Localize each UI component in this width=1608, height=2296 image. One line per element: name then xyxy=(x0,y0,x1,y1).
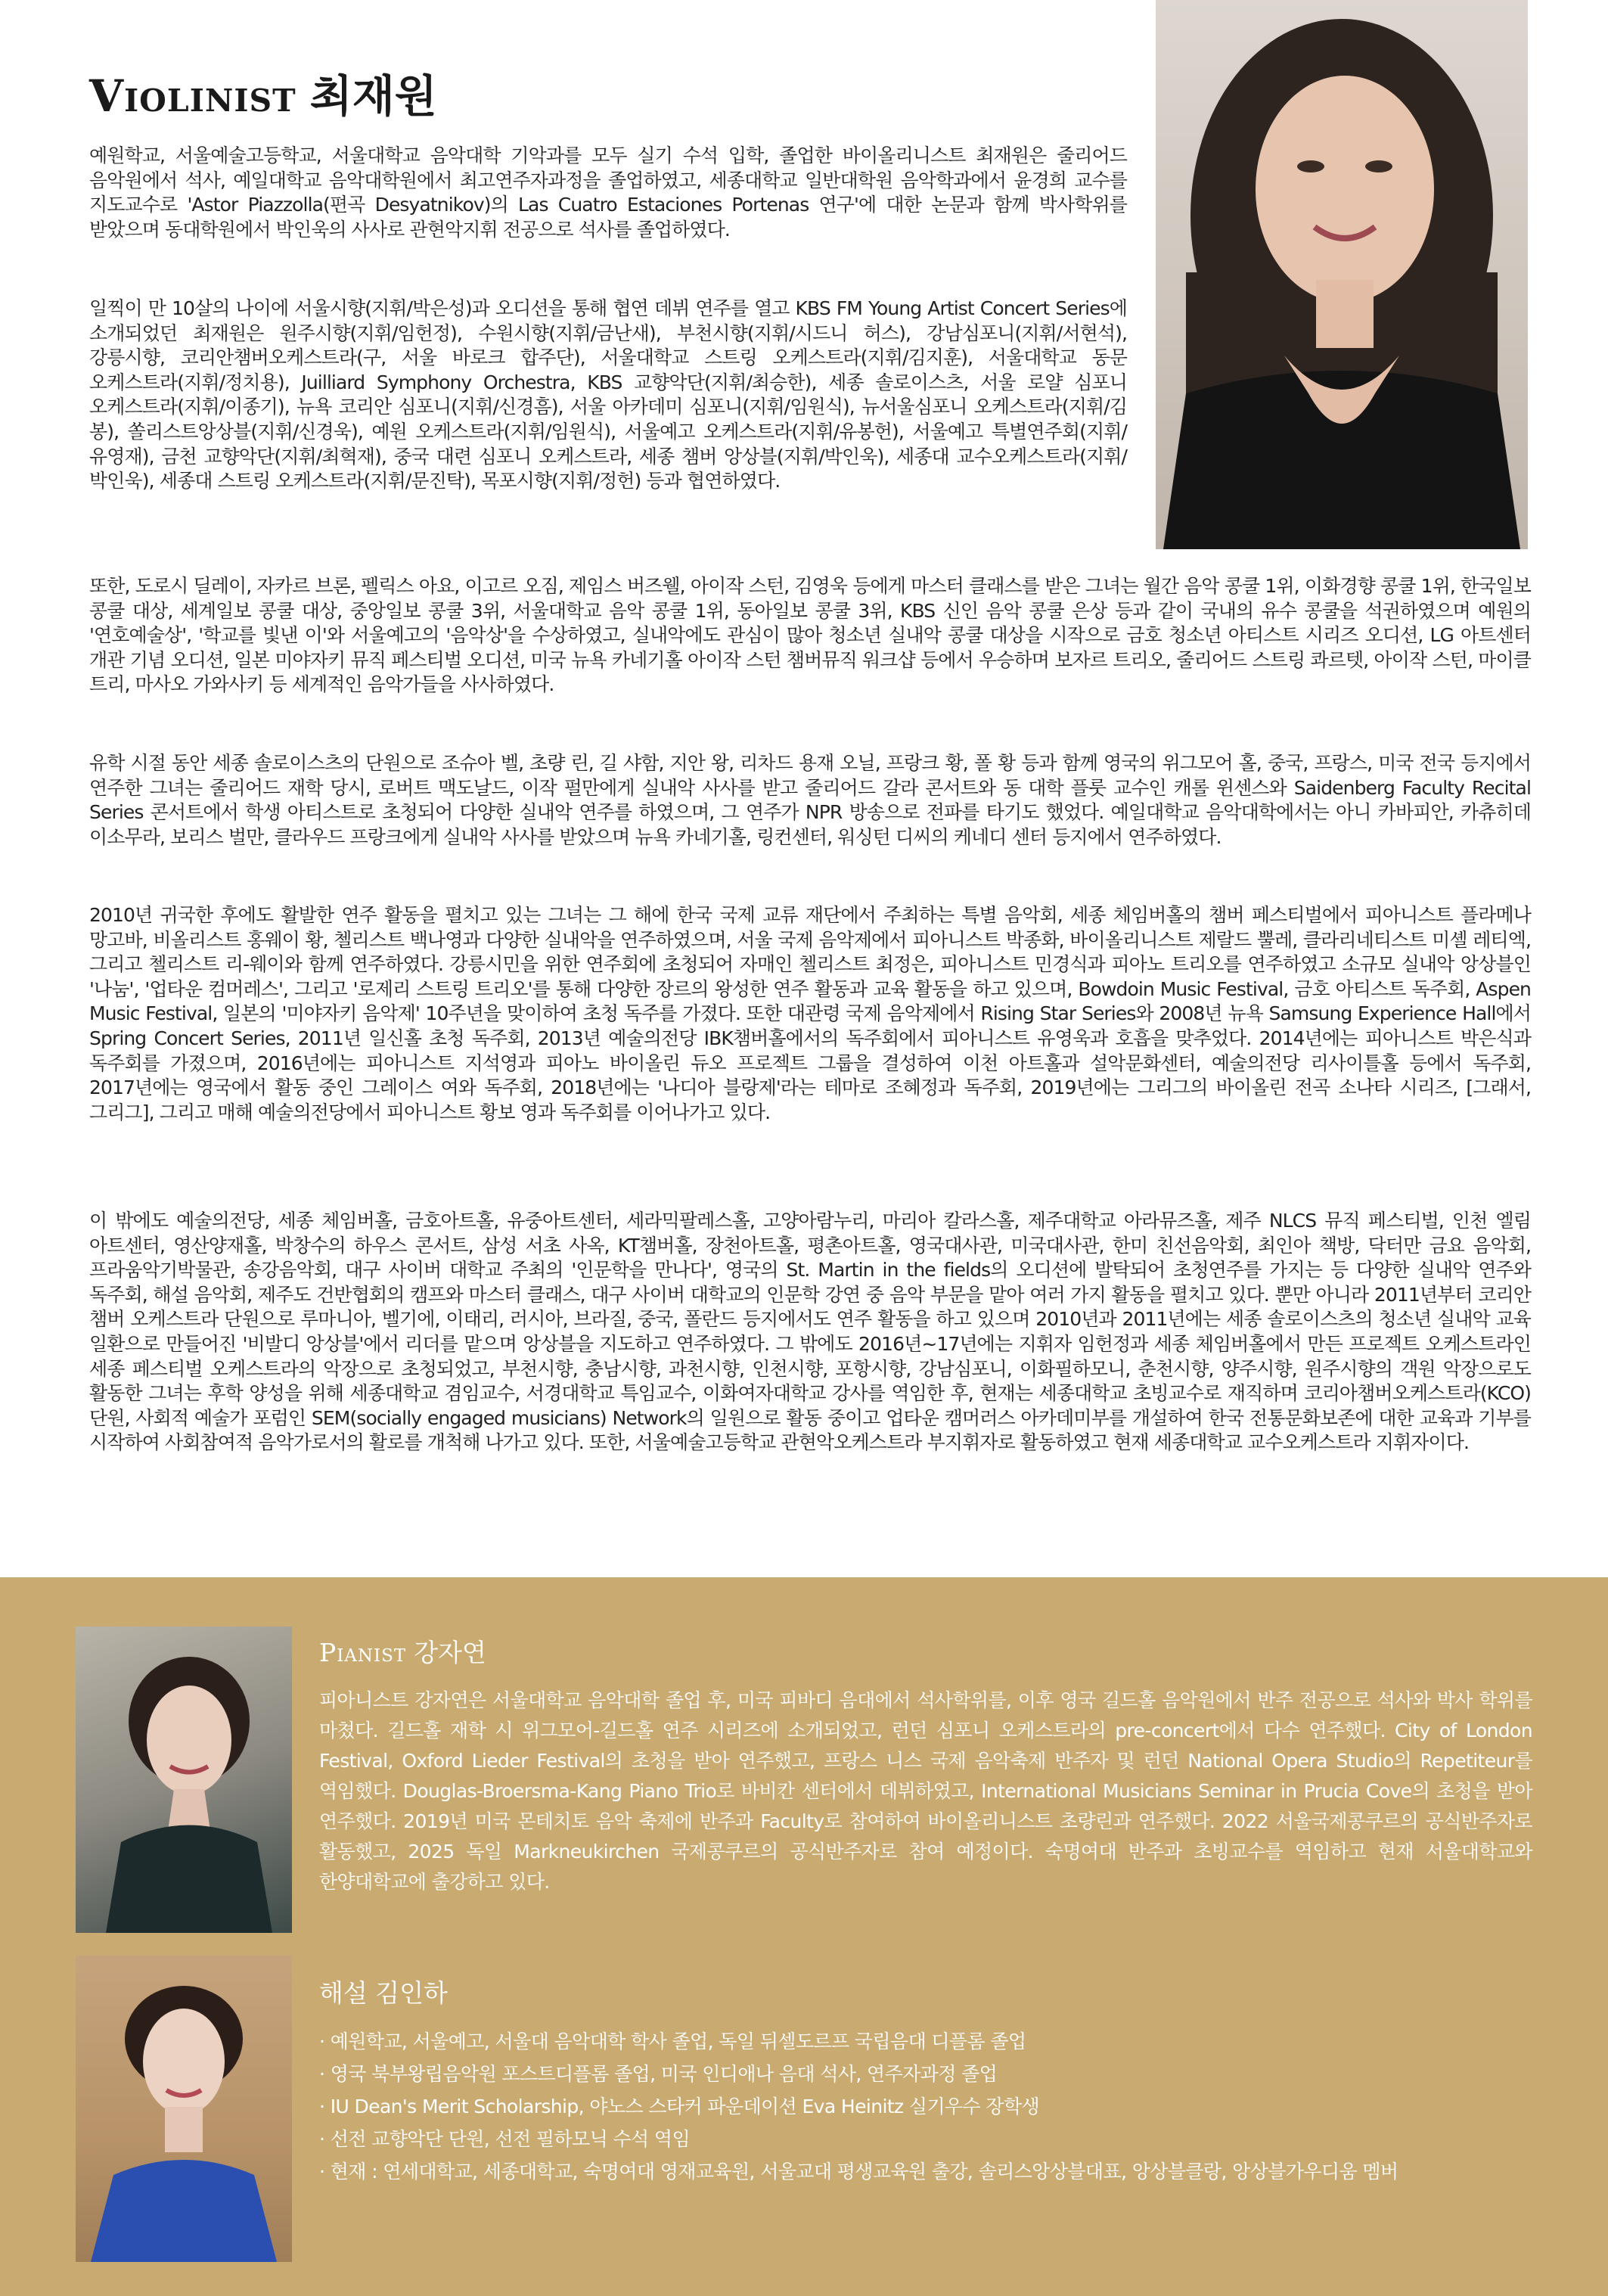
violinist-photo xyxy=(1156,0,1528,549)
commentator-bio-item: · 예원학교, 서울예고, 서울대 음악대학 학사 졸업, 독일 뒤셀도르프 국립음대 디플롬 졸업 xyxy=(319,2030,1026,2052)
violinist-paragraph-3: 또한, 도로시 딜레이, 자카르 브론, 펠릭스 아요, 이고르 오짐, 제임스 버즈웰, 아이작 스턴, 김영욱 등에게 마스터 클래스를 받은 그녀는 월간 음악 콩쿨 1위, 이화경향 콩쿨 1위, 한국일보 콩쿨 대상, 세계일보 콩쿨 대상, 중앙일보 콩쿨 3위, 서울대학교 음악 콩쿨 1위, 동아일보 콩쿨 3위, KBS 신인 음악 콩쿨 은상 등과 같이 국내의 유수 콩쿨을 석권하였으며 예원의 '연호예술상', '학교를 빛낸 이'와 서울예고의 '음악상'을 수상하였고, 실내악에도 관심이 많아 청소년 실내악 콩쿨 대상을 시작으로 금호 청소년 아티스트 시리즈 오디션, LG 아트센터 개관 기념 오디션, 일본 미야자키 뮤직 페스티벌 오디션, 미국 뉴욕 카네기홀 아이작 스턴 챔버뮤직 워크샵 등에서 우승하며 보자르 트리오, 줄리어드 스트링 콰르텟, 아이작 스턴, 마이클 트리, 마사오 가와사키 등 세계적인 음악가들을 사사하였다. xyxy=(89,575,1531,696)
pianist-bio: 피아니스트 강자연은 서울대학교 음악대학 졸업 후, 미국 피바디 음대에서 석사학위를, 이후 영국 길드홀 음악원에서 반주 전공으로 석사와 박사 학위를 마쳤다. 길드홀 재학 시 위그모어-길드홀 연주 시리즈에 소개되었고, 런던 심포니 오케스트라의 pre-concert에서 다수 연주했다. City of London Festival, Oxford Lieder Festival의 초청을 받아 연주했고, 프랑스 니스 국제 음악축제 반주자 및 런던 National Opera Studio의 Repetiteur를 역임했다. Douglas-Broersma-Kang Piano Trio로 바비칸 센터에서 데뷔하였고, International Musicians Seminar in Prucia Cove의 초청을 받아 연주했다. 2019년 미국 몬테치토 음악 축제에 반주과 Faculty로 참여하여 바이올리니스트 초량린과 연주했다. 2022 서울국제콩쿠르의 공식반주자로 활동했고, 2025 독일 Markneukirchen 국제콩쿠르의 공식반주자로 참여 예정이다. 숙명여대 반주과 초빙교수를 역임하고 현재 서울대학교와 한양대학교에 출강하고 있다. xyxy=(319,1689,1532,1893)
violinist-paragraph-6: 이 밖에도 예술의전당, 세종 체임버홀, 금호아트홀, 유중아트센터, 세라믹팔레스홀, 고양아람누리, 마리아 칼라스홀, 제주대학교 아라뮤즈홀, 제주 NLCS 뮤직 페스티벌, 인천 엘림 아트센터, 영산양재홀, 박창수의 하우스 콘서트, 삼성 서초 사옥, KT챔버홀, 장천아트홀, 평촌아트홀, 영국대사관, 미국대사관, 한미 친선음악회, 최인아 책방, 닥터만 금요 음악회, 프라움악기박물관, 송강음악회, 대구 사이버 대학교 주최의 '인문학을 만나다', 영국의 St. Martin in the fields의 오디션에 발탁되어 초청연주를 가지는 등 다양한 실내악 연주와 독주회, 해설 음악회, 제주도 건반협회의 캠프와 마스터 클래스, 대구 사이버 대학교의 인문학 강연 중 음악 부문을 맡아 여러 가지 활동을 펼치고 있다. 뿐만 아니라 2011년부터 코리안 챔버 오케스트라 단원으로 루마니아, 벨기에, 이태리, 러시아, 브라질, 중국, 폴란드 등지에서도 연주 활동을 하고 있으며 2010년과 2011년에는 세종 솔로이스츠의 청소년 실내악 교육 일환으로 만들어진 '비발디 앙상블'에서 리더를 맡으며 앙상블을 지도하고 연주하였다. 그 밖에도 2016년~17년에는 지휘자 임헌정과 세종 체임버홀에서 만든 프로젝트 오케스트라인 세종 페스티벌 오케스트라의 악장으로 초청되었고, 부천시향, 충남시향, 과천시향, 인천시향, 포항시향, 강남심포니, 이화필하모니, 춘천시향, 양주시향, 원주시향의 객원 악장으로도 활동한 그녀는 후학 양성을 위해 세종대학교 겸임교수, 서경대학교 특임교수, 이화여자대학교 강사를 역임한 후, 현재는 세종대학교 초빙교수로 재직하며 코리아챔버오케스트라(KCO) 단원, 사회적 예술가 포럼인 SEM(socially engaged musicians) Network의 일원으로 활동 중이고 업타운 캠머러스 아카데미부를 개설하여 한국 전통문화보존에 대한 교육과 기부를 시작하여 사회참여적 음악가로서의 활로를 개척해 나가고 있다. 또한, 서울예술고등학교 관현악오케스트라 부지휘자로 활동하였고 현재 세종대학교 교수오케스트라 지휘자이다. xyxy=(89,1210,1532,1454)
commentator-bio-item: · 현재 : 연세대학교, 세종대학교, 숙명여대 영재교육원, 서울교대 평생교육원 출강, 솔리스앙상블대표, 앙상블클랑, 앙상블가우디움 멤버 xyxy=(319,2161,1398,2183)
commentator-bio-list xyxy=(319,2025,1532,2188)
pianist-title-role: Pianist xyxy=(319,1638,407,1667)
pianist-photo xyxy=(76,1626,292,1933)
violinist-title xyxy=(89,70,437,122)
commentator-bio-item: · 영국 북부왕립음악원 포스트디플롬 졸업, 미국 인디애나 음대 석사, 연주자과정 졸업 xyxy=(319,2063,998,2085)
violinist-paragraph-1: 예원학교, 서울예술고등학교, 서울대학교 음악대학 기악과를 모두 실기 수석 입학, 졸업한 바이올리니스트 최재원은 줄리어드 음악원에서 석사, 예일대학교 음악대학원에서 최고연주자과정을 졸업하였고, 세종대학교 일반대학원 음악학과에서 윤경희 교수를 지도교수로 'Astor Piazzolla(편곡 Desyatnikov)의 Las Cuatro Estaciones Portenas 연구'에 대한 논문과 함께 박사학위를 받았으며 동대학원에서 박인욱의 사사로 관현악지휘 전공으로 석사를 졸업하였다. xyxy=(89,144,1127,241)
violinist-title-name: 최재원 xyxy=(309,70,437,122)
violinist-paragraph-2: 일찍이 만 10살의 나이에 서울시향(지휘/박은성)과 오디션을 통해 협연 데뷔 연주를 열고 KBS FM Young Artist Concert Series에 소개되었던 최재원은 원주시향(지휘/임헌정), 수원시향(지휘/금난새), 부천시향(지휘/시드니 허스), 강남심포니(지휘/서현석), 강릉시향, 코리안챔버오케스트라(구, 서울 바로크 합주단), 서울대학교 스트링 오케스트라(지휘/김지훈), 서울대학교 동문 오케스트라(지휘/정치용), Juilliard Symphony Orchestra, KBS 교향악단(지휘/최승한), 세종 솔로이스츠, 서울 로얄 심포니 오케스트라(지휘/이종기), 뉴욕 코리안 심포니(지휘/신경흠), 서울 아카데미 심포니(지휘/임원식), 뉴서울심포니 오케스트라(지휘/김 봉), 쏠리스트앙상블(지휘/신경욱), 예원 오케스트라(지휘/임원식), 서울예고 오케스트라(지휘/유봉헌), 서울예고 특별연주회(지휘/유영재), 금천 교향악단(지휘/최혁재), 중국 대련 심포니 오케스트라, 세종 챔버 앙상블(지휘/박인욱), 세종대 교수오케스트라(지휘/박인욱), 세종대 스트링 오케스트라(지휘/문진탁), 목포시향(지휘/정헌) 등과 협연하였다. xyxy=(89,297,1127,492)
commentator-bio-item: · IU Dean's Merit Scholarship, 야노스 스타커 파운데이션 Eva Heinitz 실기우수 장학생 xyxy=(319,2096,1040,2117)
commentator-photo xyxy=(76,1956,292,2262)
violinist-title-role: Violinist xyxy=(89,70,296,122)
commentator-title: 해설 김인하 xyxy=(319,1978,448,2008)
pianist-title xyxy=(319,1640,486,1665)
commentator-bio-item: · 선전 교향악단 단원, 선전 필하모닉 수석 역임 xyxy=(319,2128,691,2150)
pianist-title-name: 강자연 xyxy=(414,1638,486,1667)
violinist-paragraph-5: 2010년 귀국한 후에도 활발한 연주 활동을 펼치고 있는 그녀는 그 해에 한국 국제 교류 재단에서 주최하는 특별 음악회, 세종 체임버홀의 챔버 페스티벌에서 피아니스트 플라메나 망고바, 비올리스트 홍웨이 황, 첼리스트 백나영과 다양한 실내악을 연주하였으며, 서울 국제 음악제에서 피아니스트 박종화, 바이올리니스트 제랄드 뿔레, 클라리네티스트 미셸 레티엑, 그리고 첼리스트 리-웨이와 함께 연주하였다. 강릉시민을 위한 연주회에 초청되어 자매인 첼리스트 최정은, 피아니스트 민경식과 피아노 트리오를 연주하였고 소규모 실내악 앙상블인 '나눔', '업타운 컴머레스', 그리고 '로제리 스트링 트리오'를 통해 다양한 장르의 왕성한 연주 활동과 교육 활동을 하고 있으며, Bowdoin Music Festival, 금호 아티스트 독주회, Aspen Music Festival, 일본의 '미야자키 음악제' 10주년을 맞이하여 초청 독주를 가졌다. 또한 대관령 국제 음악제에서 Rising Star Series와 2008년 뉴욕 Samsung Experience Hall에서 Spring Concert Series, 2011년 일신홀 초청 독주회, 2013년 예술의전당 IBK챔버홀에서의 독주회에서 피아니스트 유영욱과 호흡을 맞추었다. 2014년에는 피아니스트 박은식과 독주회를 가졌으며, 2016년에는 피아니스트 지석영과 피아노 바이올린 듀오 프로젝트 그룹을 결성하여 이천 아트홀과 설악문화센터, 예술의전당 리사이틀홀 등에서 독주회, 2017년에는 영국에서 활동 중인 그레이스 여와 독주회, 2018년에는 '나디아 블랑제'라는 테마로 조혜정과 독주회, 2019년에는 그리그의 바이올린 전곡 소나타 시리즈, [그래서, 그리그], 그리고 매해 예술의전당에서 피아니스트 황보 영과 독주회를 이어나가고 있다. xyxy=(89,904,1531,1123)
violinist-paragraph-4: 유학 시절 동안 세종 솔로이스츠의 단원으로 조슈아 벨, 초량 린, 길 샤함, 지안 왕, 리차드 용재 오닐, 프랑크 황, 폴 황 등과 함께 영국의 위그모어 홀, 중국, 프랑스, 미국 전국 등지에서 연주한 그녀는 줄리어드 재학 당시, 로버트 맥도날드, 이작 펄만에게 실내악 사사를 받고 줄리어드 갈라 콘서트와 동 대학 플룻 교수인 캐롤 윈센스와 Saidenberg Faculty Recital Series 콘서트에서 학생 아티스트로 초청되어 다양한 실내악 연주를 하였으며, 그 연주가 NPR 방송으로 전파를 타기도 했었다. 예일대학교 음악대학에서는 아니 카바피안, 카츄히데 이소무라, 보리스 벌만, 클라우드 프랑크에게 실내악 사사를 받았으며 뉴욕 카네기홀, 링컨센터, 워싱턴 디씨의 케네디 센터 등지에서 연주하였다. xyxy=(89,752,1532,848)
